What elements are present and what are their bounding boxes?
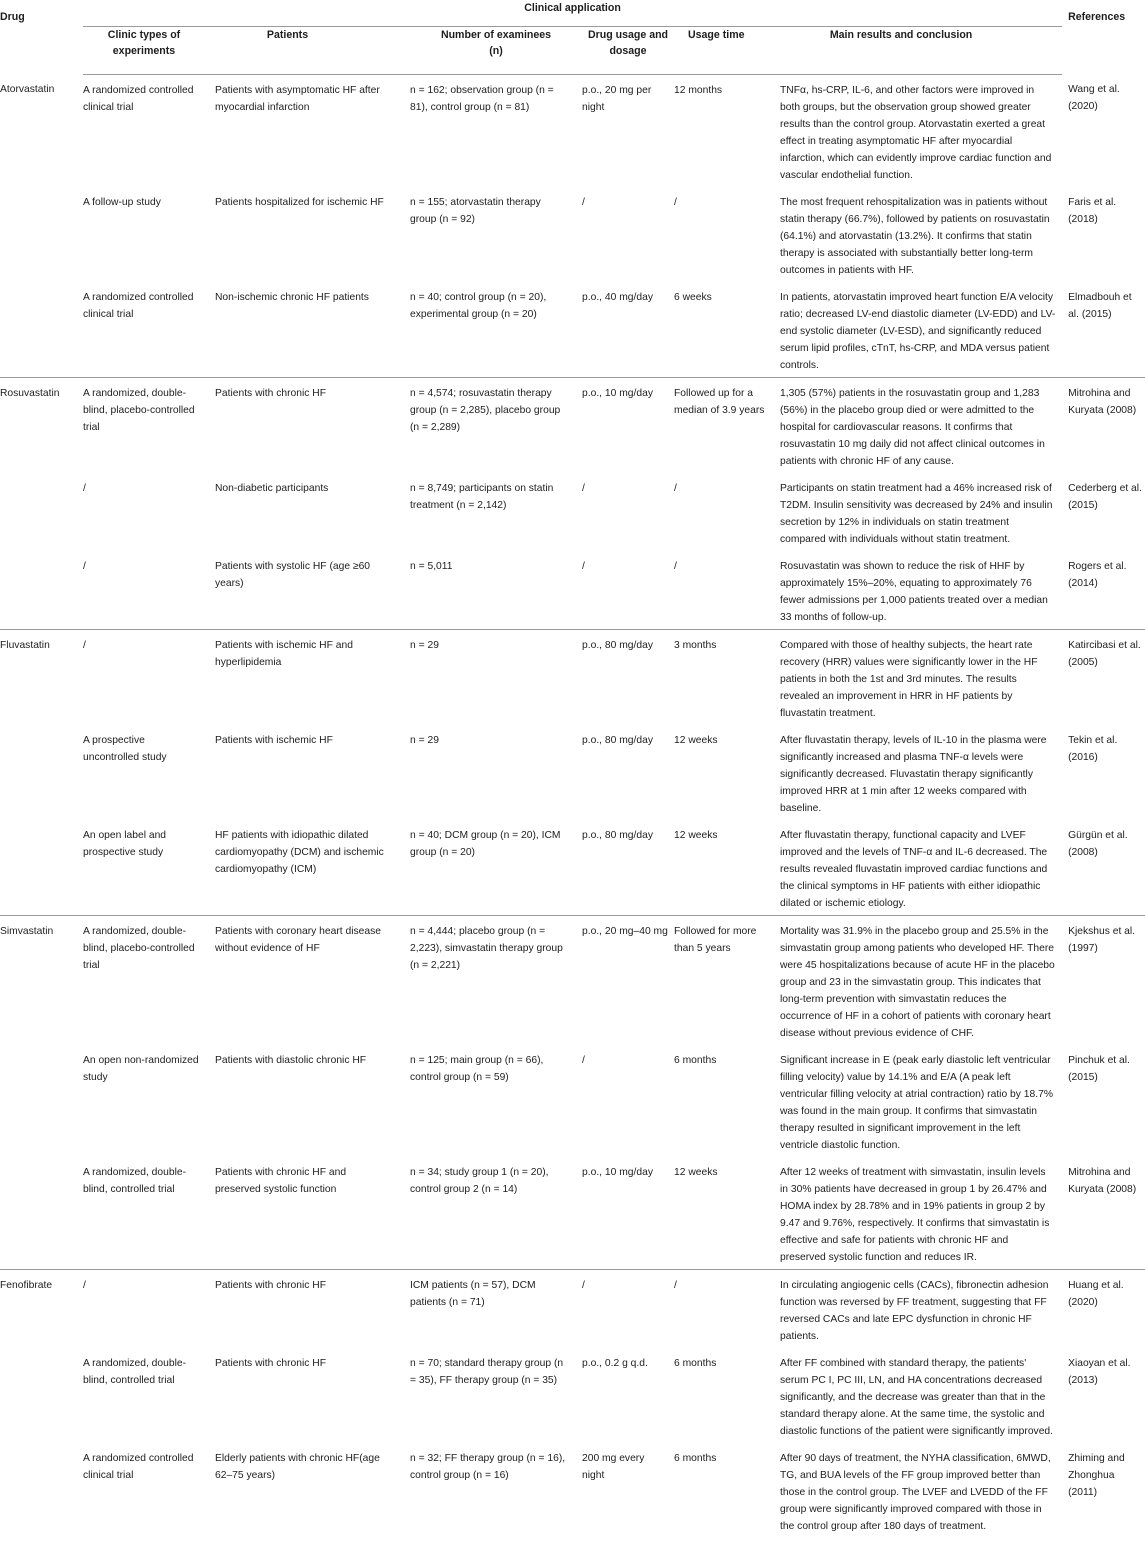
cell-patients-text: Patients with systolic HF (age ≥60 years) [215, 560, 371, 589]
cell-dosage-text: p.o., 40 mg/day [582, 291, 653, 303]
table-body [0, 74, 1145, 1542]
cell-usage-time [674, 629, 780, 725]
cell-drug [0, 1269, 83, 1348]
cell-usage-time [674, 1348, 780, 1443]
cell-clinic-type [83, 1443, 215, 1542]
cell-clinic-type-text: A randomized, double-blind, placebo-controlled trial [83, 387, 195, 433]
cell-patients [215, 1443, 410, 1542]
cell-results [780, 187, 1062, 282]
cell-usage-time [674, 820, 780, 916]
cell-dosage-text: p.o., 20 mg per night [582, 84, 652, 113]
cell-patients [215, 1269, 410, 1348]
cell-reference-text: Kjekshus et al. (1997) [1068, 925, 1136, 954]
cell-usage-time [674, 1443, 780, 1542]
cell-results [780, 282, 1062, 378]
cell-patients-text: Patients with ischemic HF [215, 734, 333, 746]
cell-patients [215, 74, 410, 187]
cell-reference [1062, 629, 1145, 725]
cell-drug-text: Simvastatin [0, 925, 54, 937]
cell-results-text: After 12 weeks of treatment with simvastatin, insulin levels in 30% patients have decreased in group 1 by 26.47% and HOMA index by 28.78% and in 19% patients in group 2 by 9.47 and 9.76%, respectively. It confirms that simvastatin is effective and safe for patients with chronic HF and preserved systolic function and reduces IR. [780, 1166, 1050, 1263]
cell-patients-text: Patients with ischemic HF and hyperlipidemia [215, 639, 353, 668]
cell-patients [215, 377, 410, 473]
cell-reference [1062, 473, 1145, 551]
cell-reference [1062, 187, 1145, 282]
cell-usage-time-text: 12 weeks [674, 734, 718, 746]
cell-dosage-text: / [582, 196, 585, 208]
cell-usage-time-text: 6 months [674, 1357, 717, 1369]
header-clinical-application: Clinical application [83, 0, 1062, 26]
cell-drug [0, 74, 83, 187]
cell-clinic-type-text: / [83, 1279, 86, 1291]
cell-reference [1062, 1269, 1145, 1348]
cell-drug [0, 915, 83, 1045]
cell-usage-time-text: 12 months [674, 84, 723, 96]
cell-number-text: n = 155; atorvastatin therapy group (n = 92) [410, 196, 541, 225]
cell-drug-text [0, 473, 83, 483]
cell-usage-time-text: 6 months [674, 1452, 717, 1464]
cell-patients-text: HF patients with idiopathic dilated cardiomyopathy (DCM) and ischemic cardiomyopathy (ICM) [215, 829, 384, 875]
cell-number [410, 820, 582, 916]
table-row [0, 1269, 1145, 1348]
cell-patients [215, 629, 410, 725]
cell-clinic-type [83, 282, 215, 378]
cell-patients [215, 915, 410, 1045]
cell-patients [215, 820, 410, 916]
cell-usage-time-text: 6 weeks [674, 291, 712, 303]
cell-patients [215, 1348, 410, 1443]
cell-results [780, 820, 1062, 916]
cell-dosage [582, 551, 674, 630]
cell-patients [215, 1157, 410, 1270]
cell-drug [0, 1045, 83, 1157]
cell-patients-text: Patients with diastolic chronic HF [215, 1054, 367, 1066]
cell-clinic-type-text: A prospective uncontrolled study [83, 734, 167, 763]
cell-clinic-type-text: / [83, 560, 86, 572]
cell-reference-text: Rogers et al. (2014) [1068, 560, 1127, 589]
cell-usage-time-text: 12 weeks [674, 1166, 718, 1178]
cell-drug [0, 187, 83, 282]
cell-usage-time-text: / [674, 560, 677, 572]
cell-number-text: n = 4,444; placebo group (n = 2,223), simvastatin therapy group (n = 2,221) [410, 925, 563, 971]
cell-reference-text: Faris et al. (2018) [1068, 196, 1117, 225]
cell-clinic-type-text: A randomized controlled clinical trial [83, 1452, 194, 1481]
cell-patients [215, 187, 410, 282]
cell-usage-time-text: / [674, 1279, 677, 1291]
cell-patients-text: Non-diabetic participants [215, 482, 329, 494]
cell-usage-time [674, 1045, 780, 1157]
cell-reference [1062, 74, 1145, 187]
cell-clinic-type [83, 1348, 215, 1443]
cell-number-text: n = 5,011 [410, 560, 453, 572]
cell-results-text: In patients, atorvastatin improved heart function E/A velocity ratio; decreased LV-end diastolic diameter (LV-EDD) and LV-end systolic diameter (LV-ESD), and significantly reduced serum lipid profiles, cTnT, hs-CRP, and MDA versus patient controls. [780, 291, 1056, 371]
cell-reference-text: Zhiming and Zhonghua (2011) [1068, 1452, 1125, 1498]
cell-clinic-type [83, 1269, 215, 1348]
cell-reference-text: Tekin et al. (2016) [1068, 734, 1118, 763]
cell-reference-text: Elmadbouh et al. (2015) [1068, 291, 1132, 320]
table-row [0, 629, 1145, 725]
cell-patients-text: Patients hospitalized for ischemic HF [215, 196, 384, 208]
cell-results-text: Significant increase in E (peak early diastolic left ventricular filling velocity) value by 14.1% and E/A (A peak left ventricular filling velocity at atrial contraction) ratio by 18.7% was found in the main group. It confirms that simvastatin therapy resulted in significant improvement in the left ventricle diastolic function. [780, 1054, 1053, 1151]
cell-results-text: TNFα, hs-CRP, IL-6, and other factors were improved in both groups, but the observation group showed greater results than the control group. Atorvastatin exerted a great effect in treating asymptomatic HF after myocardial infarction, which can evidently improve cardiac function and vascular endothelial function. [780, 84, 1052, 181]
cell-dosage [582, 725, 674, 820]
header-main-results: Main results and conclusion [780, 26, 1062, 74]
table-row [0, 725, 1145, 820]
cell-usage-time [674, 1157, 780, 1270]
cell-drug-text [0, 725, 83, 735]
cell-dosage [582, 1348, 674, 1443]
cell-number [410, 1157, 582, 1270]
cell-results [780, 1157, 1062, 1270]
cell-reference-text: Katircibasi et al. (2005) [1068, 639, 1141, 668]
cell-results-text: After 90 days of treatment, the NYHA classification, 6MWD, TG, and BUA levels of the FF group improved better than those in the control group. The LVEF and LVEDD of the FF group were significantly improved compared with those in the control group after 180 days of treatment. [780, 1452, 1051, 1532]
cell-drug [0, 282, 83, 378]
cell-patients-text: Patients with coronary heart disease without evidence of HF [215, 925, 381, 954]
header-drug: Drug [0, 11, 25, 23]
cell-results [780, 473, 1062, 551]
cell-drug-text [0, 1045, 83, 1055]
cell-drug-text [0, 282, 83, 292]
cell-reference [1062, 820, 1145, 916]
cell-clinic-type-text: A randomized, double-blind, placebo-controlled trial [83, 925, 195, 971]
cell-results [780, 377, 1062, 473]
cell-usage-time [674, 377, 780, 473]
cell-clinic-type [83, 820, 215, 916]
cell-usage-time-text: 3 months [674, 639, 717, 651]
cell-usage-time [674, 551, 780, 630]
cell-dosage-text: / [582, 1054, 585, 1066]
table-row [0, 377, 1145, 473]
header-usage-time: Usage time [674, 26, 780, 74]
cell-patients [215, 282, 410, 378]
cell-patients-text: Elderly patients with chronic HF(age 62–75 years) [215, 1452, 380, 1481]
cell-number [410, 725, 582, 820]
cell-drug [0, 473, 83, 551]
cell-drug-text [0, 1348, 83, 1358]
cell-number-text: n = 29 [410, 639, 439, 651]
cell-dosage [582, 74, 674, 187]
cell-dosage-text: p.o., 20 mg–40 mg [582, 925, 668, 937]
cell-drug-text [0, 551, 83, 561]
cell-clinic-type-text: A randomized controlled clinical trial [83, 291, 194, 320]
cell-number [410, 1269, 582, 1348]
cell-reference-text: Mitrohina and Kuryata (2008) [1068, 387, 1137, 416]
cell-clinic-type [83, 473, 215, 551]
cell-reference [1062, 377, 1145, 473]
cell-drug-text: Atorvastatin [0, 84, 55, 95]
cell-usage-time-text: 12 weeks [674, 829, 718, 841]
cell-reference [1062, 1157, 1145, 1270]
cell-number-text: ICM patients (n = 57), DCM patients (n = 71) [410, 1279, 536, 1308]
cell-dosage-text: / [582, 482, 585, 494]
cell-patients [215, 473, 410, 551]
cell-number-text: n = 8,749; participants on statin treatment (n = 2,142) [410, 482, 554, 511]
cell-number-text: n = 4,574; rosuvastatin therapy group (n = 2,285), placebo group (n = 2,289) [410, 387, 561, 433]
cell-clinic-type-text: / [83, 639, 86, 651]
cell-reference [1062, 282, 1145, 378]
cell-drug [0, 725, 83, 820]
cell-drug-text: Fluvastatin [0, 639, 50, 651]
cell-results-text: After fluvastatin therapy, functional capacity and LVEF improved and the levels of TNF-α and IL-6 decreased. The results revealed fluvastatin improved cardiac functions and the clinical symptoms in HF patients with either idiopathic dilated or ischemic etiology. [780, 829, 1048, 909]
cell-usage-time-text: Followed for more than 5 years [674, 925, 757, 954]
cell-drug-text [0, 1157, 83, 1167]
cell-dosage [582, 473, 674, 551]
cell-dosage-text: p.o., 10 mg/day [582, 1166, 653, 1178]
cell-clinic-type [83, 915, 215, 1045]
cell-dosage-text: p.o., 80 mg/day [582, 639, 653, 651]
table-row [0, 282, 1145, 378]
cell-patients [215, 1045, 410, 1157]
cell-reference [1062, 551, 1145, 630]
cell-dosage-text: / [582, 1279, 585, 1291]
cell-reference [1062, 915, 1145, 1045]
cell-reference-text: Mitrohina and Kuryata (2008) [1068, 1166, 1137, 1195]
cell-drug-text: Fenofibrate [0, 1279, 53, 1291]
cell-results [780, 74, 1062, 187]
cell-clinic-type-text: An open label and prospective study [83, 829, 167, 858]
cell-usage-time [674, 282, 780, 378]
cell-reference [1062, 1045, 1145, 1157]
cell-patients-text: Patients with chronic HF [215, 1279, 327, 1291]
cell-dosage [582, 282, 674, 378]
table-row [0, 820, 1145, 916]
cell-drug-text [0, 1443, 83, 1453]
cell-results [780, 629, 1062, 725]
cell-number-text: n = 32; FF therapy group (n = 16), control group (n = 16) [410, 1452, 566, 1481]
cell-clinic-type [83, 629, 215, 725]
cell-dosage [582, 820, 674, 916]
cell-dosage-text: p.o., 10 mg/day [582, 387, 653, 399]
cell-clinic-type-text: A follow-up study [83, 196, 161, 208]
header-row-top [0, 0, 1145, 26]
cell-usage-time-text: / [674, 482, 677, 494]
cell-patients-text: Patients with chronic HF [215, 1357, 327, 1369]
cell-usage-time [674, 1269, 780, 1348]
table-row [0, 1443, 1145, 1542]
cell-number [410, 282, 582, 378]
cell-patients-text: Non-ischemic chronic HF patients [215, 291, 369, 303]
cell-usage-time-text: 6 months [674, 1054, 717, 1066]
cell-dosage [582, 1157, 674, 1270]
cell-number [410, 1045, 582, 1157]
header-row-sub [0, 26, 1145, 74]
table-row [0, 915, 1145, 1045]
cell-dosage-text: p.o., 80 mg/day [582, 734, 653, 746]
cell-number [410, 551, 582, 630]
cell-drug-text [0, 187, 83, 197]
table-row [0, 1157, 1145, 1270]
cell-number [410, 915, 582, 1045]
cell-patients [215, 725, 410, 820]
header-number-examinees: Number of examinees (n) [410, 26, 582, 74]
cell-drug-text: Rosuvastatin [0, 387, 60, 399]
cell-results-text: Compared with those of healthy subjects, the heart rate recovery (HRR) values were significantly lower in the HF patients in both the 1st and 3rd minutes. The results revealed an improvement in HRR in HF patients by fluvastatin treatment. [780, 639, 1038, 719]
cell-number-text: n = 40; control group (n = 20), experimental group (n = 20) [410, 291, 547, 320]
cell-results [780, 1443, 1062, 1542]
cell-number-text: n = 125; main group (n = 66), control group (n = 59) [410, 1054, 544, 1083]
cell-dosage-text: 200 mg every night [582, 1452, 645, 1481]
cell-results-text: In circulating angiogenic cells (CACs), fibronectin adhesion function was reversed by FF treatment, suggesting that FF reversed CACs and late EPC dysfunction in chronic HF patients. [780, 1279, 1049, 1342]
cell-number [410, 1443, 582, 1542]
cell-patients-text: Patients with chronic HF and preserved systolic function [215, 1166, 347, 1195]
cell-dosage [582, 1443, 674, 1542]
cell-results-text: Mortality was 31.9% in the placebo group and 25.5% in the simvastatin group among patients who developed HF. There were 45 hospitalizations because of acute HF in the placebo group and 23 in the simvastatin group. This indicates that long-term prevention with simvastatin reduces the occurrence of HF in a cohort of patients with coronary heart disease without previous evidence of CHF. [780, 925, 1055, 1039]
cell-results-text: Participants on statin treatment had a 46% increased risk of T2DM. Insulin sensitivity was decreased by 24% and insulin secretion by 12% in individuals on statin treatment compared with individuals without statin treatment. [780, 482, 1053, 545]
cell-clinic-type [83, 187, 215, 282]
table-row [0, 1045, 1145, 1157]
cell-clinic-type-text: A randomized controlled clinical trial [83, 84, 194, 113]
table-row [0, 473, 1145, 551]
cell-number [410, 377, 582, 473]
cell-dosage [582, 377, 674, 473]
cell-number-text: n = 34; study group 1 (n = 20), control group 2 (n = 14) [410, 1166, 549, 1195]
cell-patients [215, 551, 410, 630]
header-patients: Patients [215, 26, 410, 74]
cell-dosage [582, 187, 674, 282]
cell-clinic-type [83, 1157, 215, 1270]
table-row [0, 1348, 1145, 1443]
cell-drug [0, 1443, 83, 1542]
table-row [0, 74, 1145, 187]
cell-clinic-type-text: / [83, 482, 86, 494]
cell-number [410, 473, 582, 551]
cell-dosage [582, 629, 674, 725]
cell-drug [0, 1157, 83, 1270]
cell-results-text: Rosuvastatin was shown to reduce the risk of HHF by approximately 15%–20%, equating to approximately 76 fewer admissions per 1,000 patients treated over a median 33 months of follow-up. [780, 560, 1048, 623]
cell-results-text: After FF combined with standard therapy, the patients' serum PC I, PC III, LN, and HA concentrations decreased significantly, and the decrease was greater than that in the standard therapy alone. At the same time, the systolic and diastolic functions of the patient were significantly improved. [780, 1357, 1054, 1437]
cell-results [780, 915, 1062, 1045]
cell-usage-time [674, 74, 780, 187]
cell-drug [0, 1348, 83, 1443]
cell-clinic-type [83, 725, 215, 820]
cell-drug-text [0, 820, 83, 830]
cell-reference [1062, 725, 1145, 820]
cell-dosage [582, 915, 674, 1045]
cell-number [410, 74, 582, 187]
cell-clinic-type-text: An open non-randomized study [83, 1054, 199, 1083]
cell-drug [0, 629, 83, 725]
cell-usage-time [674, 915, 780, 1045]
table-row [0, 551, 1145, 630]
cell-results [780, 1348, 1062, 1443]
cell-usage-time [674, 473, 780, 551]
header-references: References [1068, 11, 1126, 23]
cell-reference-text: Gürgün et al. (2008) [1068, 829, 1128, 858]
cell-number [410, 629, 582, 725]
cell-reference-text: Pinchuk et al. (2015) [1068, 1054, 1130, 1083]
cell-dosage-text: p.o., 80 mg/day [582, 829, 653, 841]
cell-usage-time-text: Followed up for a median of 3.9 years [674, 387, 765, 416]
cell-reference-text: Wang et al. (2020) [1068, 84, 1120, 112]
cell-usage-time [674, 187, 780, 282]
cell-number-text: n = 29 [410, 734, 439, 746]
cell-patients-text: Patients with chronic HF [215, 387, 327, 399]
cell-drug [0, 377, 83, 473]
table-row [0, 187, 1145, 282]
cell-clinic-type-text: A randomized, double-blind, controlled trial [83, 1166, 187, 1195]
cell-number-text: n = 162; observation group (n = 81), control group (n = 81) [410, 84, 554, 113]
cell-clinic-type [83, 1045, 215, 1157]
header-drug-usage: Drug usage and dosage [582, 26, 674, 74]
cell-results-text: The most frequent rehospitalization was in patients without statin therapy (66.7%), followed by patients on rosuvastatin (64.1%) and atorvastatin (13.2%). It confirms that statin therapy is associated with substantially better long-term outcomes in patients with HF. [780, 196, 1050, 276]
cell-reference-text: Cederberg et al. (2015) [1068, 482, 1142, 511]
cell-clinic-type [83, 377, 215, 473]
cell-drug [0, 551, 83, 630]
cell-drug [0, 820, 83, 916]
cell-reference-text: Xiaoyan et al. (2013) [1068, 1357, 1131, 1386]
cell-clinic-type [83, 74, 215, 187]
cell-results-text: After fluvastatin therapy, levels of IL-10 in the plasma were significantly increased and plasma TNF-α levels were significantly decreased. Fluvastatin therapy significantly improved HRR at 1 min after 12 weeks compared with baseline. [780, 734, 1047, 814]
cell-dosage-text: p.o., 0.2 g q.d. [582, 1357, 648, 1369]
cell-number-text: n = 40; DCM group (n = 20), ICM group (n = 20) [410, 829, 561, 858]
cell-number-text: n = 70; standard therapy group (n = 35), FF therapy group (n = 35) [410, 1357, 564, 1386]
cell-usage-time [674, 725, 780, 820]
cell-results-text: 1,305 (57%) patients in the rosuvastatin group and 1,283 (56%) in the placebo group died or were admitted to the hospital for cardiovascular reasons. It confirms that rosuvastatin 10 mg daily did not affect clinical outcomes in patients with chronic HF of any cause. [780, 387, 1045, 467]
header-clinic-types: Clinic types of experiments [83, 26, 215, 74]
cell-usage-time-text: / [674, 196, 677, 208]
cell-number [410, 187, 582, 282]
cell-clinic-type-text: A randomized, double-blind, controlled trial [83, 1357, 187, 1386]
cell-reference-text: Huang et al. (2020) [1068, 1279, 1124, 1308]
cell-dosage-text: / [582, 560, 585, 572]
cell-results [780, 1045, 1062, 1157]
cell-clinic-type [83, 551, 215, 630]
cell-dosage [582, 1045, 674, 1157]
cell-reference [1062, 1443, 1145, 1542]
cell-results [780, 551, 1062, 630]
cell-dosage [582, 1269, 674, 1348]
cell-patients-text: Patients with asymptomatic HF after myocardial infarction [215, 84, 380, 113]
cell-results [780, 725, 1062, 820]
cell-results [780, 1269, 1062, 1348]
cell-number [410, 1348, 582, 1443]
cell-reference [1062, 1348, 1145, 1443]
